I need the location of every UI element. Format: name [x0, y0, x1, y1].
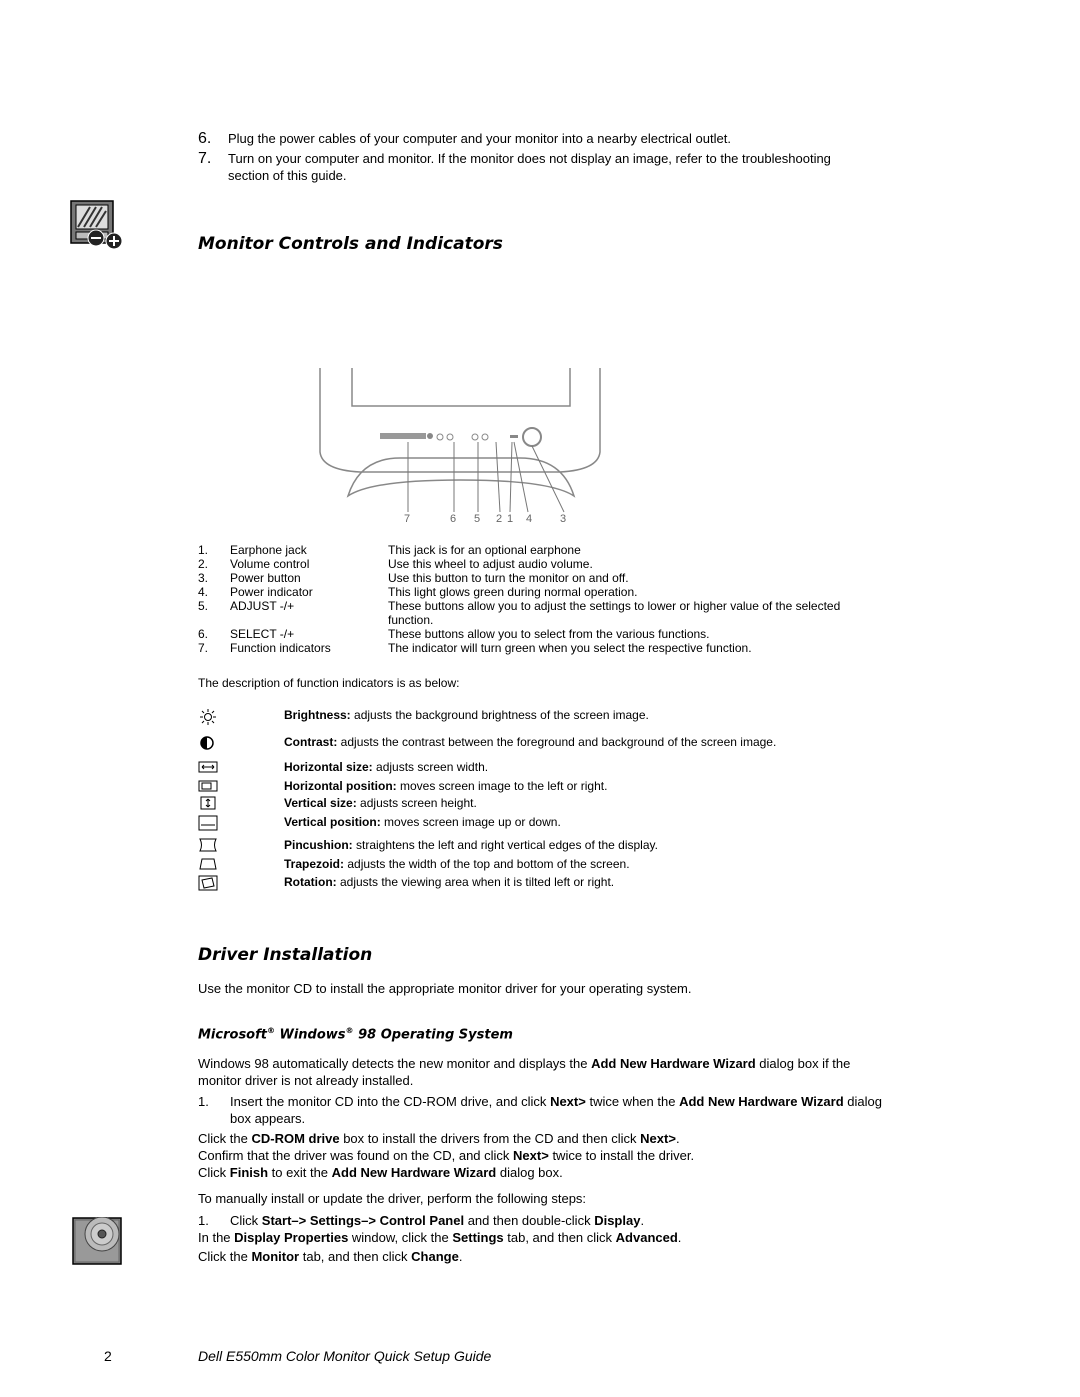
text-run: Click — [230, 1213, 262, 1228]
trapezoid-icon — [198, 857, 218, 871]
win98-line-4 — [198, 1164, 563, 1181]
cd-icon — [72, 1217, 124, 1267]
function-label: Brightness: — [284, 708, 351, 722]
function-desc: adjusts screen height. — [356, 796, 477, 810]
text-run: tab, and then click — [503, 1230, 616, 1245]
text-run: and then double-click — [464, 1213, 595, 1228]
ui-term: Add New Hardware Wizard — [591, 1056, 756, 1071]
callout-7: 7 — [404, 513, 411, 525]
ui-term: Start — [261, 1213, 292, 1228]
manual-step-1 — [198, 1212, 644, 1229]
contrast-icon — [198, 735, 218, 749]
manual-line-3 — [198, 1248, 462, 1265]
legend-name: ADJUST -/+ — [230, 599, 295, 613]
registered-mark: ® — [345, 1026, 354, 1035]
arrow: –> — [291, 1213, 307, 1228]
function-desc: adjusts the background brightness of the screen image. — [350, 708, 649, 722]
step-number: 6. — [198, 130, 212, 147]
legend-name: Power button — [230, 571, 301, 585]
callout-3: 3 — [560, 513, 567, 525]
step-number: 1. — [198, 1094, 209, 1109]
text-run: In the — [198, 1230, 235, 1245]
legend-name: SELECT -/+ — [230, 627, 295, 641]
text-run: dialog box appears. — [230, 1094, 882, 1126]
ui-term: Advanced — [615, 1230, 678, 1245]
rotation-icon — [198, 875, 218, 889]
subsection-title-part: Microsoft — [198, 1027, 267, 1043]
ui-term: CD-ROM drive — [251, 1131, 340, 1146]
ui-term: Settings — [452, 1230, 504, 1245]
text-run: . — [677, 1230, 682, 1245]
legend-desc: This jack is for an optional earphone — [388, 543, 581, 557]
text-run: . — [640, 1213, 645, 1228]
function-label: Pincushion: — [284, 838, 353, 852]
text-run: twice to install the driver. — [548, 1148, 695, 1163]
function-desc: moves screen image to the left or right. — [396, 779, 608, 793]
text-run: Click the — [198, 1249, 252, 1264]
text-run: window, click the — [348, 1230, 453, 1245]
arrow: –> — [361, 1213, 376, 1228]
legend-number: 3. — [198, 571, 209, 585]
function-label: Rotation: — [284, 875, 337, 889]
function-label: Contrast: — [284, 735, 338, 749]
ui-term: Next> — [513, 1148, 549, 1163]
monitor-front-diagram — [300, 362, 620, 532]
function-desc: adjusts screen width. — [372, 760, 489, 774]
text-run: . — [675, 1131, 680, 1146]
legend-number: 5. — [198, 599, 209, 613]
text-run: box to install the drivers from the CD and then click — [339, 1131, 641, 1146]
win98-line-2 — [198, 1130, 680, 1147]
legend-desc: Use this wheel to adjust audio volume. — [388, 557, 593, 571]
text-run: Confirm that the driver was found on the CD, and click — [198, 1148, 514, 1163]
win98-line-3 — [198, 1147, 694, 1164]
text-run: twice when the — [585, 1094, 680, 1109]
callout-6: 6 — [450, 513, 457, 525]
ui-term: Monitor — [251, 1249, 300, 1264]
section-title-monitor-controls: Monitor Controls and Indicators — [198, 234, 503, 254]
function-desc: adjusts the viewing area when it is tilted left or right. — [336, 875, 615, 889]
page-number: 2 — [104, 1348, 112, 1364]
ui-term: Add New Hardware Wizard — [679, 1094, 844, 1109]
text-run: Click the — [198, 1131, 252, 1146]
legend-desc: This light glows green during normal operation. — [388, 585, 638, 599]
callout-5: 5 — [474, 513, 481, 525]
legend-name: Volume control — [230, 557, 310, 571]
legend-row — [198, 585, 888, 599]
manual-line-2 — [198, 1229, 681, 1246]
driver-intro: Use the monitor CD to install the appropriate monitor driver for your operating system. — [198, 981, 692, 996]
legend-name: Earphone jack — [230, 543, 307, 557]
pincushion-icon — [198, 838, 218, 852]
vertical-position-icon — [198, 815, 218, 829]
ui-term: Control Panel — [375, 1213, 465, 1228]
subsection-title-win98 — [198, 1026, 513, 1042]
function-label: Vertical size: — [284, 796, 357, 810]
legend-row — [198, 543, 888, 557]
legend-row — [198, 599, 888, 627]
function-desc: straightens the left and right vertical edges of the display. — [352, 838, 658, 852]
legend-row — [198, 641, 888, 655]
legend-number: 1. — [198, 543, 209, 557]
legend-desc: Use this button to turn the monitor on and off. — [388, 571, 629, 585]
legend-number: 2. — [198, 557, 209, 571]
step-text: Plug the power cables of your computer and your monitor into a nearby electrical outlet. — [228, 131, 731, 146]
ui-term: Add New Hardware Wizard — [331, 1165, 497, 1180]
text-run: dialog box if the monitor driver is not already installed. — [198, 1056, 851, 1088]
text-run: Click — [198, 1165, 230, 1180]
legend-name: Function indicators — [230, 641, 331, 655]
function-desc: moves screen image up or down. — [380, 815, 561, 829]
legend-name: Power indicator — [230, 585, 313, 599]
legend-number: 4. — [198, 585, 209, 599]
legend-desc: These buttons allow you to select from the various functions. — [388, 627, 710, 641]
manual-intro: To manually install or update the driver, perform the following steps: — [198, 1191, 587, 1206]
legend-number: 6. — [198, 627, 209, 641]
horizontal-position-icon — [198, 779, 218, 793]
function-label: Trapezoid: — [284, 857, 345, 871]
horizontal-size-icon — [198, 760, 218, 774]
callout-1: 1 — [507, 513, 514, 525]
text-run: Windows 98 automatically detects the new monitor and displays the — [198, 1056, 592, 1071]
function-desc: adjusts the width of the top and bottom of the screen. — [344, 857, 630, 871]
legend-row — [198, 627, 888, 641]
footer-title: Dell E550mm Color Monitor Quick Setup Guide — [198, 1348, 492, 1364]
section-title-driver-installation: Driver Installation — [198, 945, 373, 965]
step-text: Turn on your computer and monitor. If the monitor does not display an image, refer to the troubleshooting section of this guide. — [228, 151, 831, 183]
ui-term: Next> — [640, 1131, 676, 1146]
function-label: Horizontal position: — [284, 779, 397, 793]
ui-term: Finish — [229, 1165, 269, 1180]
legend-desc: The indicator will turn green when you select the respective function. — [388, 641, 752, 655]
text-run: to exit the — [268, 1165, 332, 1180]
step-number: 7. — [198, 150, 212, 167]
brightness-icon — [198, 708, 218, 722]
legend-row — [198, 571, 888, 585]
ui-term: Next> — [550, 1094, 586, 1109]
step-number: 1. — [198, 1213, 209, 1228]
callout-4: 4 — [526, 513, 533, 525]
text-run: . — [458, 1249, 463, 1264]
function-desc: adjusts the contrast between the foreground and background of the screen image. — [337, 735, 777, 749]
callout-2: 2 — [496, 513, 503, 525]
ui-term: Display — [594, 1213, 641, 1228]
ui-term: Display Properties — [234, 1230, 349, 1245]
legend-row — [198, 557, 888, 571]
text-run: Insert the monitor CD into the CD-ROM drive, and click — [230, 1094, 551, 1109]
win98-paragraph — [198, 1055, 878, 1089]
subsection-title-part: 98 Operating System — [353, 1027, 513, 1043]
legend-number: 7. — [198, 641, 209, 655]
registered-mark: ® — [266, 1026, 275, 1035]
text-run: dialog box. — [496, 1165, 563, 1180]
function-label: Horizontal size: — [284, 760, 373, 774]
text-run: tab, and then click — [299, 1249, 412, 1264]
win98-step-1 — [198, 1093, 898, 1127]
subsection-title-part: Windows — [274, 1027, 346, 1043]
ui-term: Change — [411, 1249, 459, 1264]
ui-term: Settings — [306, 1213, 362, 1228]
monitor-adjust-icon — [70, 200, 126, 250]
controls-legend — [198, 543, 888, 655]
vertical-size-icon — [198, 796, 218, 810]
functions-intro: The description of function indicators is as below: — [198, 676, 460, 690]
function-label: Vertical position: — [284, 815, 381, 829]
legend-desc: These buttons allow you to adjust the settings to lower or higher value of the selected function. — [388, 599, 841, 627]
